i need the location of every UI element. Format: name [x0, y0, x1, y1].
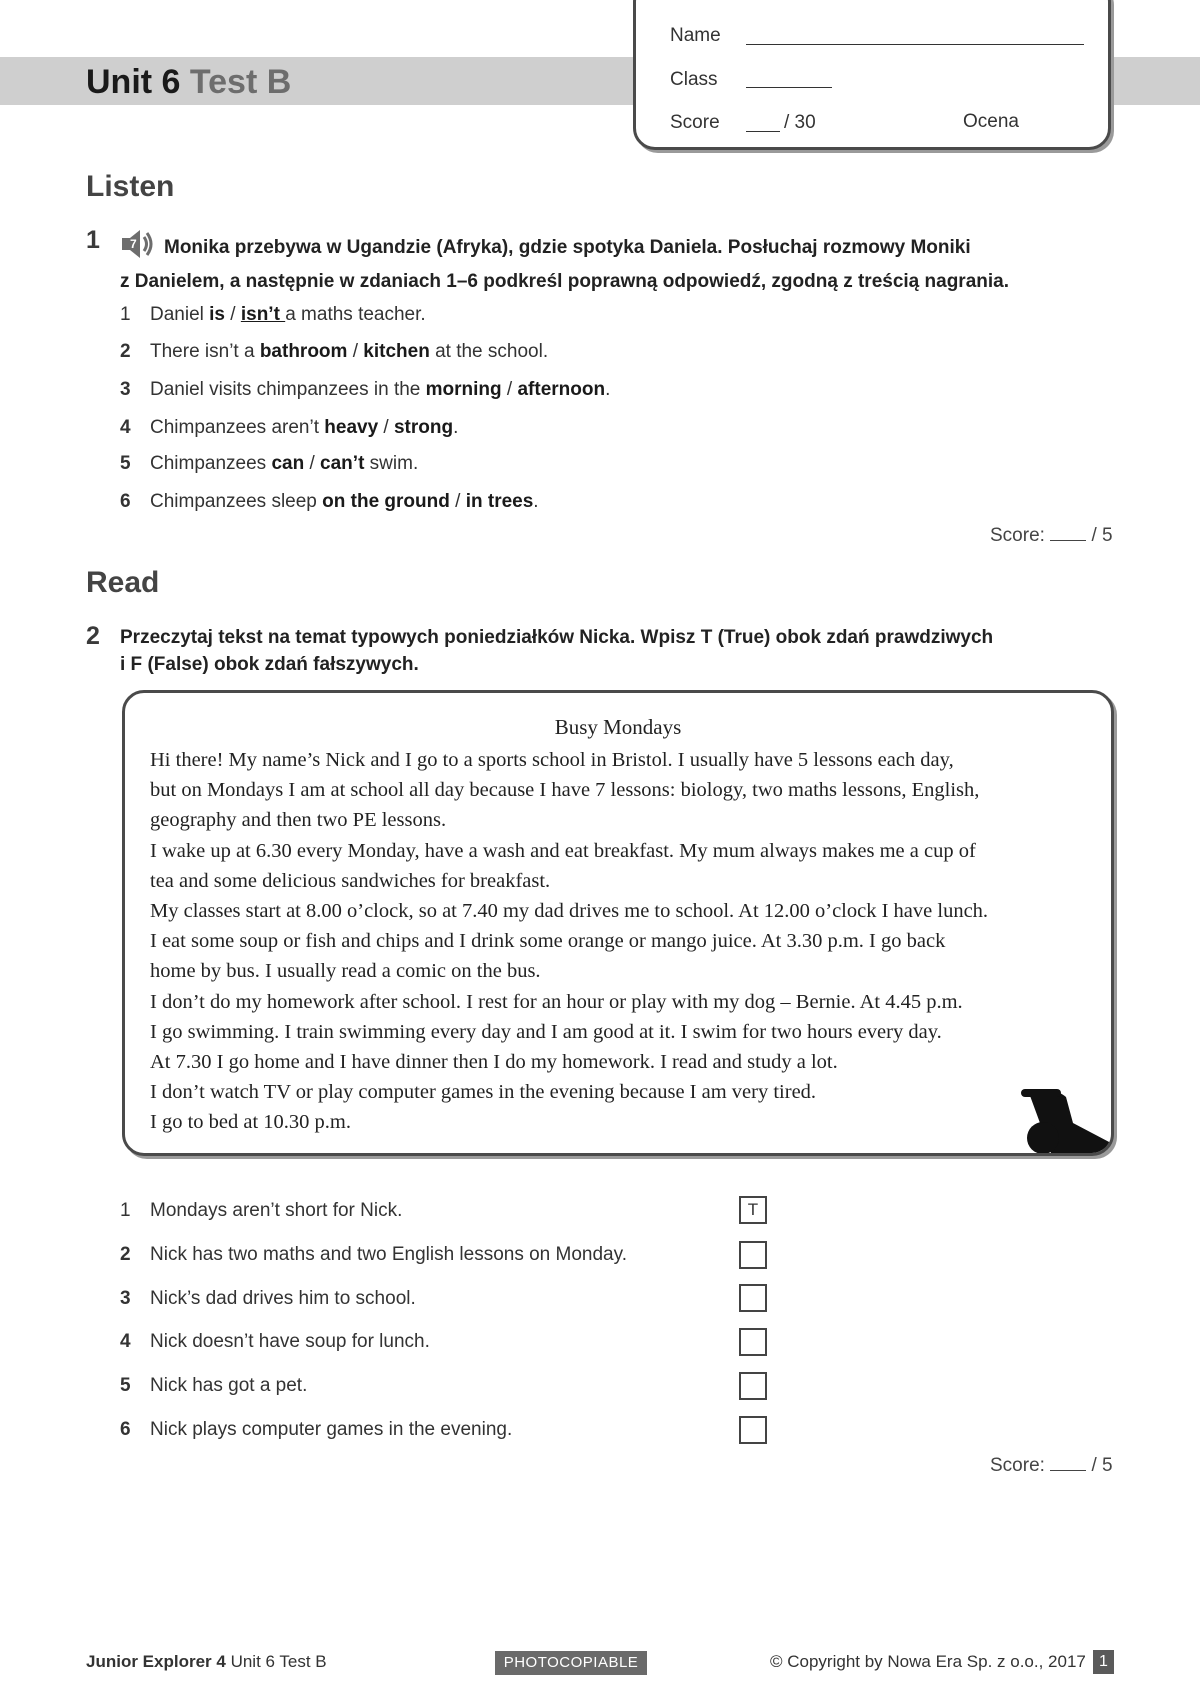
answer-box[interactable]	[739, 1284, 767, 1312]
list-item: 5 Chimpanzees can / can’t swim.	[120, 453, 419, 474]
option[interactable]: on the ground	[322, 491, 450, 512]
option[interactable]: morning	[425, 379, 502, 400]
task-number: 1	[86, 226, 100, 254]
instruction-line-2: i F (False) obok zdań fałszywych.	[120, 654, 419, 675]
listen-score: Score: / 5	[990, 522, 1113, 547]
score-label: Score	[670, 112, 720, 133]
option[interactable]: strong	[393, 417, 454, 438]
option[interactable]: can’t	[320, 453, 365, 474]
instruction-line-1: Przeczytaj tekst na temat typowych poniedziałków Nicka. Wpisz T (True) obok zdań prawdziwych	[120, 627, 994, 648]
page-number: 1	[1093, 1650, 1114, 1674]
list-item: 6 Chimpanzees sleep on the ground / in trees.	[120, 491, 539, 512]
list-item: 3 Daniel visits chimpanzees in the morning / afternoon.	[120, 379, 611, 400]
option[interactable]: afternoon	[517, 379, 606, 400]
reading-title: Busy Mondays	[554, 715, 682, 739]
title-unit: Unit 6	[86, 63, 181, 101]
audio-track-icon[interactable]	[120, 228, 156, 268]
option[interactable]: in trees	[465, 491, 534, 512]
option[interactable]: bathroom	[259, 341, 348, 362]
option[interactable]: is	[209, 304, 226, 325]
list-item: 4 Chimpanzees aren’t heavy / strong.	[120, 417, 459, 438]
total-score-field[interactable]	[746, 131, 780, 132]
list-item: 3 Nick’s dad drives him to school.	[120, 1288, 416, 1309]
student-info-card	[633, 0, 1111, 150]
instruction-line-2: z Danielem, a następnie w zdaniach 1–6 podkreśl poprawną odpowiedź, zgodną z treścią nagrania.	[120, 271, 1010, 292]
total-score-max: / 30	[784, 112, 816, 133]
read-score: Score: / 5	[990, 1452, 1113, 1477]
reading-text: Hi there! My name’s Nick and I go to a sports school in Bristol. I usually have 5 lessons each day, but on Mondays I am at school all day because I have 7 lessons: biology, two maths lessons, English, geography and then two PE lessons. I wake up at 6.30 every Monday, have a wash and eat breakfast. My mum always makes me a cup of tea and some delicious sandwiches for breakfast. My classes start at 8.00 o’clock, so at 7.40 my dad drives me to school. At 12.00 o’clock I have lunch. I eat some soup or fish and chips and I drink some orange or mango juice. At 3.30 p.m. I go back home by bus. I usually read a comic on the bus. I don’t do my homework after school. I rest for an hour or play with my dog – Bernie. At 4.45 p.m. I go swimming. I train swimming every day and I am good at it. I swim for two hours every day. At 7.30 I go home and I have dinner then I do my homework. I read and study a lot. I don’t watch TV or play computer games in the evening because I am very tired. I go to bed at 10.30 p.m.	[150, 749, 989, 1134]
task-number: 2	[86, 622, 100, 650]
list-item: 1 Daniel is / isn’t a maths teacher.	[120, 304, 426, 325]
list-item: 6 Nick plays computer games in the evening.	[120, 1419, 513, 1440]
option[interactable]: heavy	[324, 417, 379, 438]
answer-box[interactable]	[739, 1328, 767, 1356]
option[interactable]: kitchen	[363, 341, 430, 362]
answer-box[interactable]	[739, 1241, 767, 1269]
section-heading-read: Read	[86, 566, 160, 599]
task-instruction	[120, 624, 1100, 678]
instruction-line-1: Monika przebywa w Ugandzie (Afryka), gdzie spotyka Daniela. Posłuchaj rozmowy Moniki	[164, 237, 971, 258]
footer-book-title: Junior Explorer 4 Unit 6 Test B	[86, 1652, 327, 1671]
title-test: Test B	[189, 63, 292, 101]
name-field[interactable]	[746, 44, 1084, 45]
section-heading-listen: Listen	[86, 170, 175, 203]
task-instruction	[120, 228, 1100, 295]
answer-box[interactable]: T	[739, 1196, 767, 1224]
option-selected[interactable]: isn’t	[240, 304, 286, 325]
answer-box[interactable]	[739, 1372, 767, 1400]
name-label: Name	[670, 25, 721, 46]
grade-label: Ocena	[963, 111, 1019, 132]
reading-text-box	[122, 690, 1114, 1156]
score-blank[interactable]	[1050, 1452, 1086, 1471]
answer-box[interactable]	[739, 1416, 767, 1444]
audio-track-number: 7	[130, 237, 137, 251]
list-item: 1 Mondays aren’t short for Nick.	[120, 1200, 403, 1221]
list-item: 5 Nick has got a pet.	[120, 1375, 308, 1396]
class-field[interactable]	[746, 87, 832, 88]
score-blank[interactable]	[1050, 522, 1086, 541]
photocopiable-badge: PHOTOCOPIABLE	[495, 1651, 647, 1675]
class-label: Class	[670, 69, 718, 90]
list-item: 2 There isn’t a bathroom / kitchen at the school.	[120, 341, 549, 362]
wheelchair-corner-icon	[1011, 1083, 1111, 1153]
list-item: 2 Nick has two maths and two English lessons on Monday.	[120, 1244, 627, 1265]
page-title	[86, 58, 291, 106]
list-item: 4 Nick doesn’t have soup for lunch.	[120, 1331, 430, 1352]
option[interactable]: can	[271, 453, 305, 474]
copyright: © Copyright by Nowa Era Sp. z o.o., 2017	[770, 1652, 1086, 1671]
